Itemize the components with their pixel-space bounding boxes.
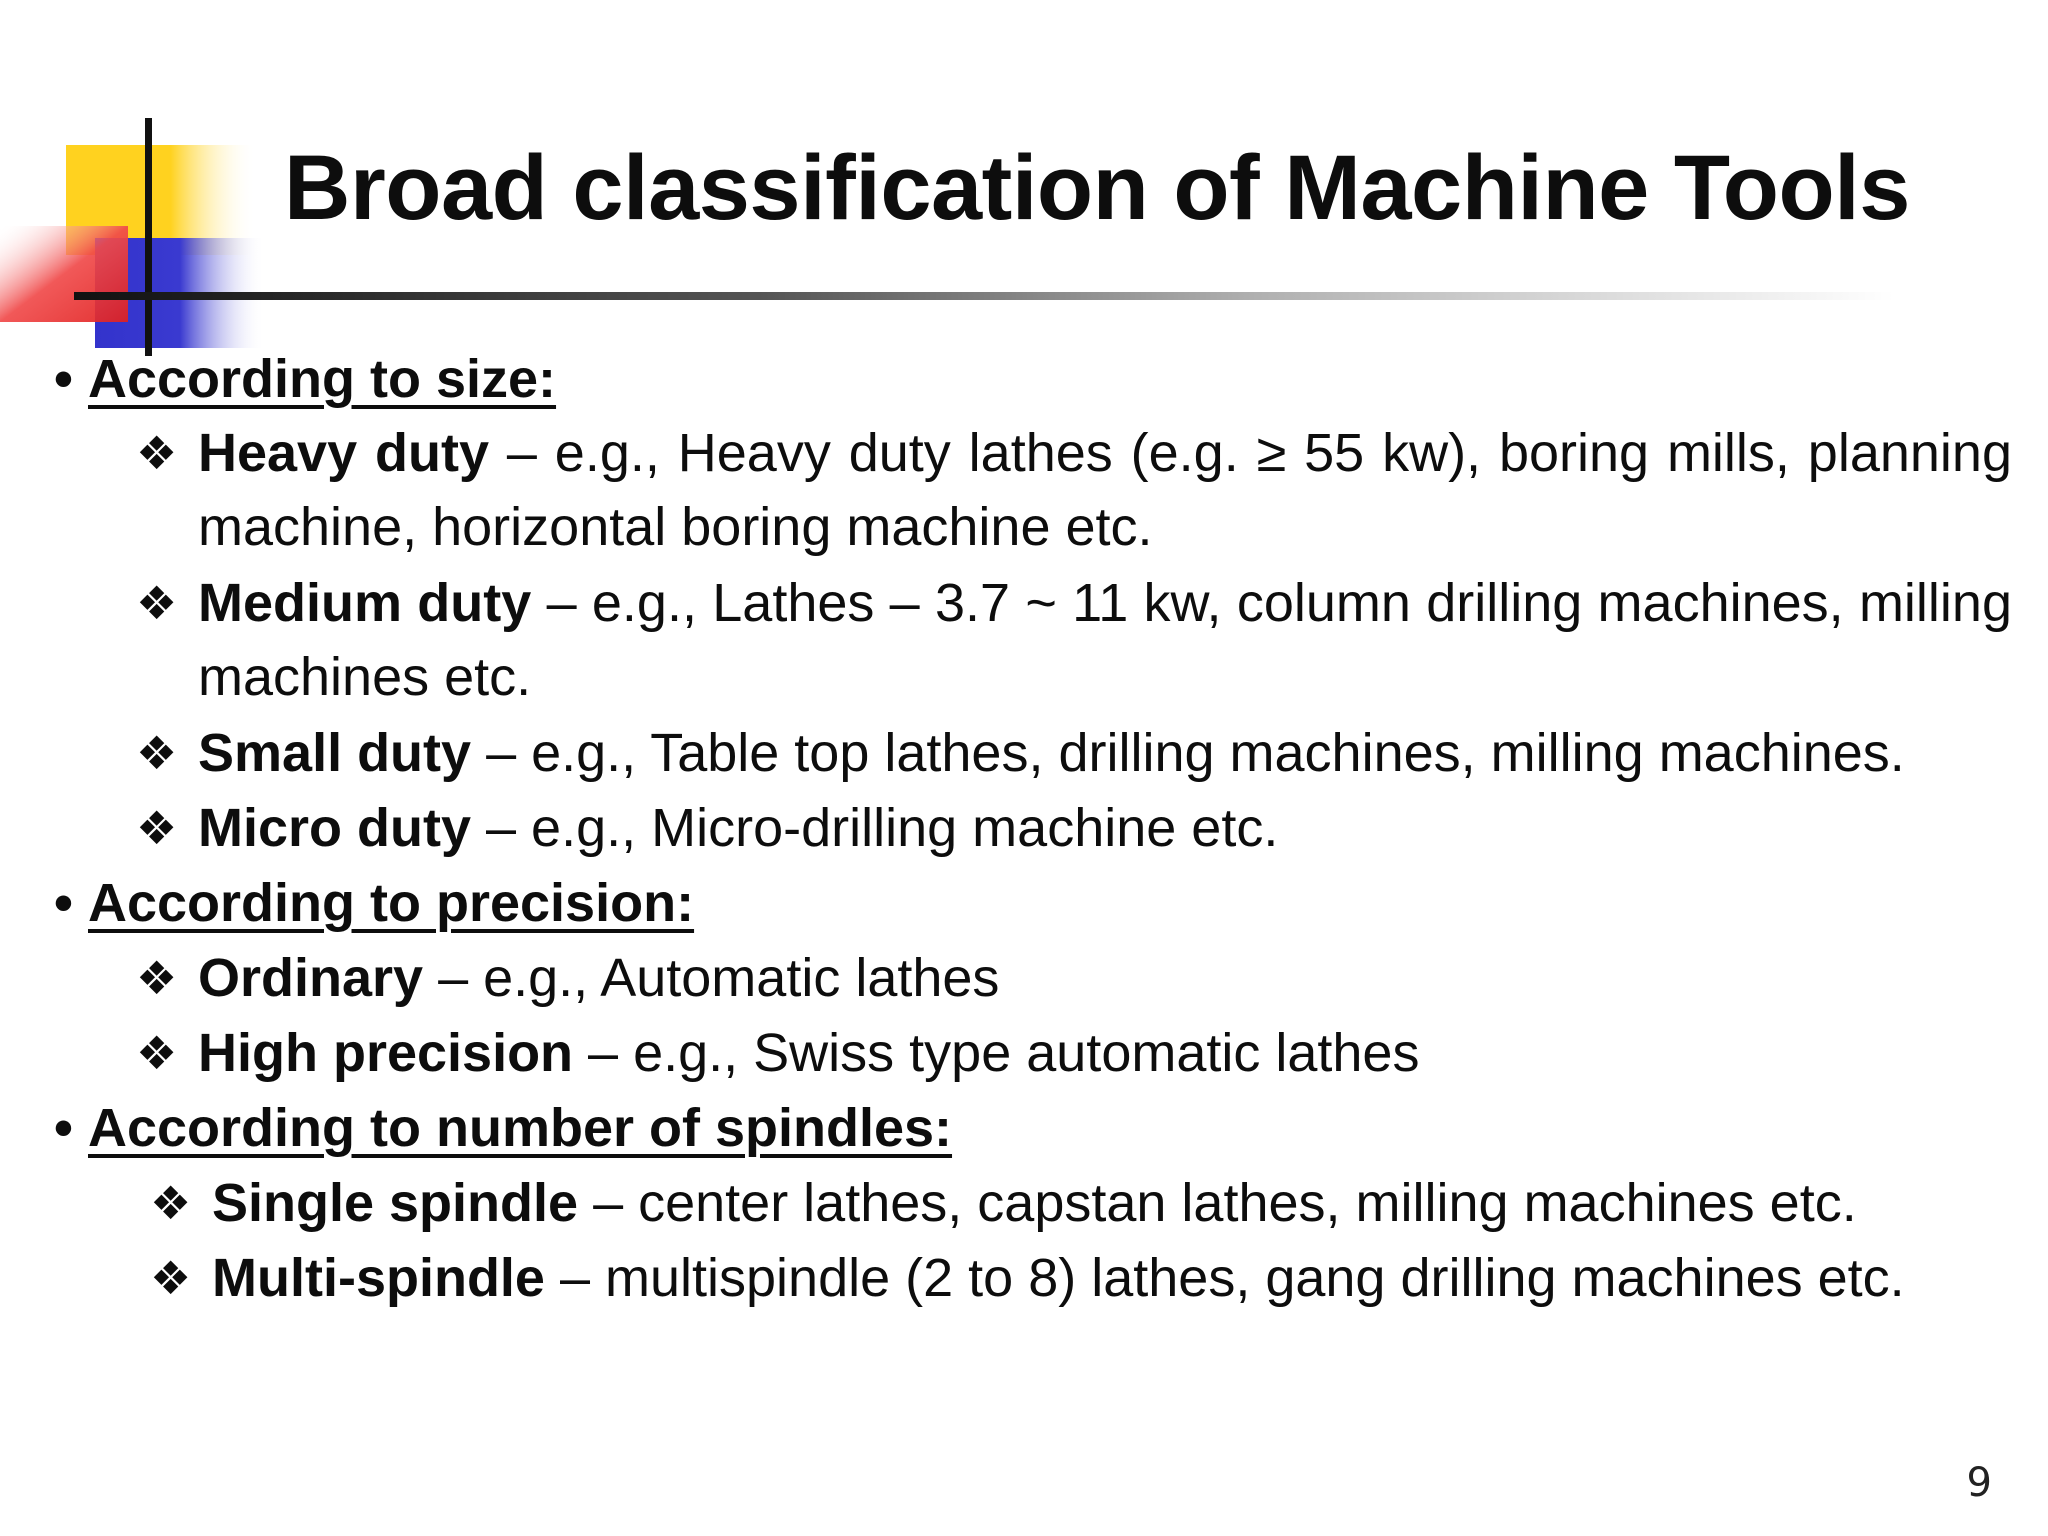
list-item-multi-spindle — [150, 1241, 1905, 1315]
list-item-heavy-duty — [136, 416, 2012, 564]
slide-title: Broad classification of Machine Tools — [284, 137, 1910, 239]
diamond-bullet-icon: ❖ — [136, 726, 178, 780]
list-item-small-duty — [136, 716, 1905, 790]
section-heading-label: According to size: — [88, 349, 557, 409]
diamond-bullet-icon: ❖ — [136, 801, 178, 855]
item-description: – e.g., Swiss type automatic lathes — [573, 1023, 1420, 1083]
item-description: – e.g., Table top lathes, drilling machines, milling machines. — [471, 723, 1905, 783]
list-item-high-precision — [136, 1016, 1420, 1090]
item-term: Ordinary — [198, 948, 424, 1008]
bullet-dot-icon: • — [54, 349, 73, 409]
section-heading-spindles — [54, 1091, 952, 1165]
list-item-micro-duty — [136, 791, 1279, 865]
list-item-single-spindle — [150, 1166, 1857, 1240]
page-number: 9 — [1966, 1460, 1992, 1506]
item-description: – e.g., Micro-drilling machine etc. — [471, 798, 1279, 858]
item-description: – e.g., Heavy duty lathes (e.g. ≥ 55 kw), boring mills, planning machine, horizontal boring machine etc. — [198, 423, 2012, 557]
item-term: Single spindle — [212, 1173, 579, 1233]
diamond-bullet-icon: ❖ — [150, 1176, 192, 1230]
item-term: Multi-spindle — [212, 1248, 545, 1308]
diamond-bullet-icon: ❖ — [136, 1026, 178, 1080]
item-term: Micro duty — [198, 798, 472, 858]
item-description: – multispindle (2 to 8) lathes, gang drilling machines etc. — [544, 1248, 1905, 1308]
item-description: – center lathes, capstan lathes, milling machines etc. — [578, 1173, 1857, 1233]
item-description: – e.g., Automatic lathes — [423, 948, 1000, 1008]
item-term: High precision — [198, 1023, 574, 1083]
diamond-bullet-icon: ❖ — [150, 1251, 192, 1305]
section-heading-size — [54, 342, 556, 416]
diamond-bullet-icon: ❖ — [136, 951, 178, 1005]
item-term: Small duty — [198, 723, 472, 783]
diamond-bullet-icon: ❖ — [136, 576, 178, 630]
item-description: – e.g., Lathes – 3.7 ~ 11 kw, column drilling machines, milling machines etc. — [198, 573, 2012, 707]
diamond-bullet-icon: ❖ — [136, 426, 178, 480]
bullet-dot-icon: • — [54, 873, 73, 933]
item-term: Heavy duty — [198, 423, 489, 483]
section-heading-label: According to precision: — [88, 873, 695, 933]
section-heading-precision — [54, 866, 694, 940]
list-item-medium-duty — [136, 566, 2012, 714]
list-item-ordinary — [136, 941, 1000, 1015]
section-heading-label: According to number of spindles: — [88, 1098, 953, 1158]
item-term: Medium duty — [198, 573, 532, 633]
bullet-dot-icon: • — [54, 1098, 73, 1158]
